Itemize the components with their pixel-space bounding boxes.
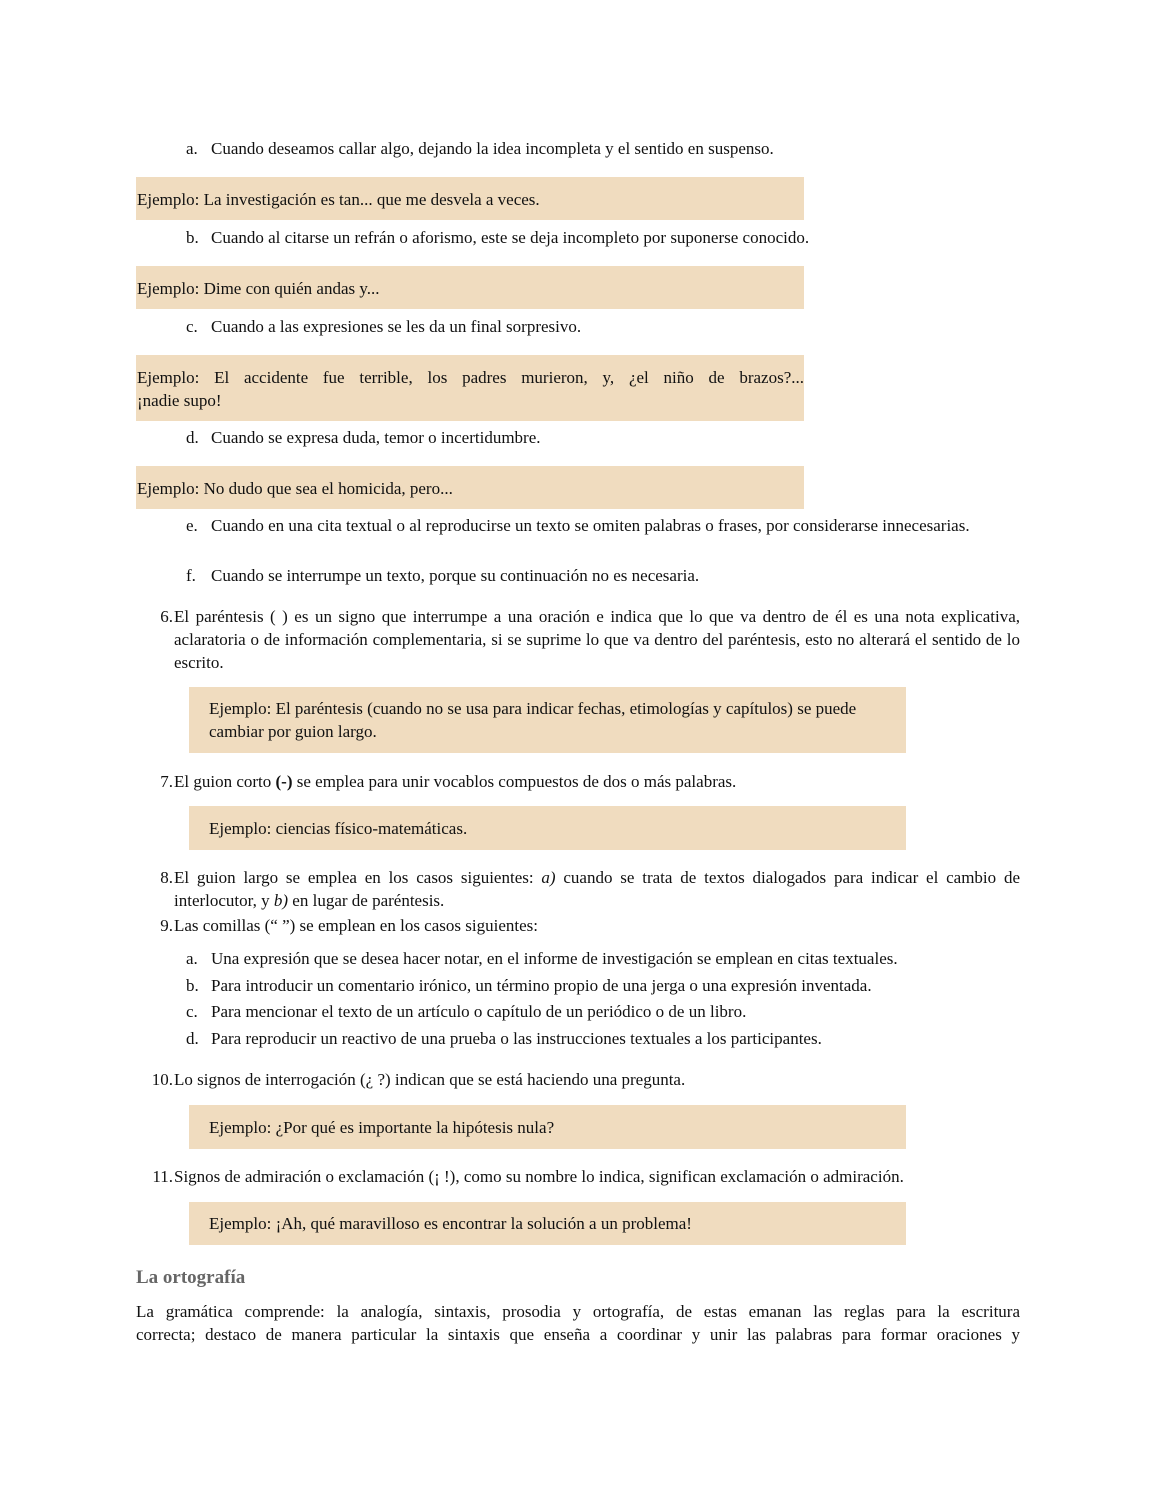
list-item: c. Cuando a las expresiones se les da un final sorpresivo. [186,317,582,336]
list-item: c. Para mencionar el texto de un artículo o capítulo de un periódico o de un libro. [186,1002,747,1021]
example-box: Ejemplo: ciencias físico-matemáticas. [189,806,906,850]
rule-8: 8. El guion largo se emplea en los casos siguientes: a) cuando se trata de textos dialogados para indicar el cambio de interlocutor, y b) en lugar de paréntesis. [160,868,1020,910]
list-item: a. Una expresión que se desea hacer notar, en el informe de investigación se emplean en citas textuales. [186,949,898,968]
example-box: Ejemplo: ¿Por qué es importante la hipótesis nula? [189,1105,906,1149]
example-box: Ejemplo: El paréntesis (cuando no se usa para indicar fechas, etimologías y capítulos) se puede cambiar por guion largo. [189,687,906,753]
body-paragraph: La gramática comprende: la analogía, sintaxis, prosodia y ortografía, de estas emanan las reglas para la escritura correcta; destaco de manera particular la sintaxis que enseña a coordinar y unir las palabras para formar oraciones y [136,1302,1020,1344]
rule-6: 6. El paréntesis ( ) es un signo que interrumpe a una oración e indica que lo que va dentro de él es una nota explicativa, aclaratoria o de información complementaria, si se suprime lo que va dentro del paréntesis, esto no alterará el sentido de lo escrito. [160,607,1020,672]
rule-10: 10. Lo signos de interrogación (¿ ?) indican que se está haciendo una pregunta. [151,1070,686,1089]
list-item: b. Para introducir un comentario irónico, un término propio de una jerga o una expresión inventada. [186,976,872,995]
rule-11: 11. Signos de admiración o exclamación (¡ !), como su nombre lo indica, significan exclamación o admiración. [152,1167,904,1186]
list-item: d. Cuando se expresa duda, temor o incertidumbre. [186,428,541,447]
rule-7: 7. El guion corto (-) se emplea para unir vocablos compuestos de dos o más palabras. [160,772,737,791]
example-box: Ejemplo: La investigación es tan... que me desvela a veces. [136,177,804,220]
section-heading: La ortografía [136,1267,246,1288]
example-box: Ejemplo: No dudo que sea el homicida, pero... [136,466,804,509]
rule-9: 9. Las comillas (“ ”) se emplean en los casos siguientes: [160,916,538,935]
example-box: Ejemplo: ¡Ah, qué maravilloso es encontrar la solución a un problema! [189,1202,906,1245]
example-box: Ejemplo: Dime con quién andas y... [136,266,804,309]
list-item: a. Cuando deseamos callar algo, dejando la idea incompleta y el sentido en suspenso. [186,139,774,158]
list-item: d. Para reproducir un reactivo de una prueba o las instrucciones textuales a los participantes. [186,1029,822,1048]
list-item: b. Cuando al citarse un refrán o aforismo, este se deja incompleto por suponerse conocido. [186,228,810,247]
list-item: e. Cuando en una cita textual o al reproducirse un texto se omiten palabras o frases, por considerarse innecesarias. [186,516,970,535]
list-item: f. Cuando se interrumpe un texto, porque su continuación no es necesaria. [186,566,700,585]
example-box: Ejemplo: El accidente fue terrible, los padres murieron, y, ¿el niño de brazos?... ¡nadie supo! [136,355,804,421]
